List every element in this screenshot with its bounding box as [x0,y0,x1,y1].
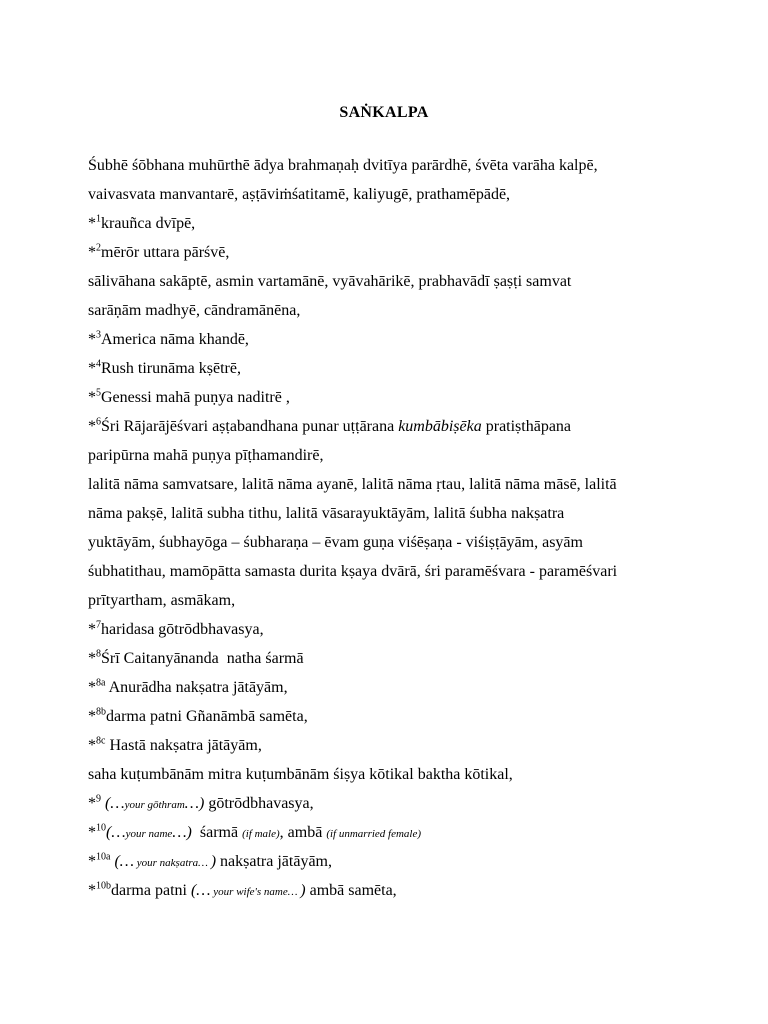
footnote-marker: 10b [96,880,111,892]
line-text: * [88,853,96,870]
line-text: pratiṣthāpana [481,418,572,435]
line-text: krauñca dvīpē, [101,215,196,232]
line-text: paripūrna mahā puṇya pīṭhamandirē, [88,447,324,464]
line-text: * [88,824,96,841]
line-text: nakṣatra jātāyām, [216,853,332,870]
line-text: gōtrōdbhavasya, [204,795,314,812]
line-text: Śri Rājarājēśvari aṣṭabandhana punar uṭṭārana [101,418,399,435]
page-title: SAṄKALPA [339,104,429,121]
text-line [88,412,728,441]
emphasis-text: (… [190,882,211,899]
line-text: yuktāyām, śubhayōga – śubharaṇa – ēvam guṇa viśēṣaṇa - viśiṣṭāyām, asyām [88,534,583,551]
document-body [88,151,728,905]
line-text: ambā samēta, [305,882,397,899]
placeholder-hint: your wife's name… [210,886,301,898]
text-line [88,818,728,847]
text-line [88,238,728,267]
emphasis-text: ) [300,882,306,899]
emphasis-text: …) [184,795,205,812]
placeholder-hint: your nakṣatra… [134,857,211,869]
line-text: * [88,331,96,348]
line-text: * [88,650,96,667]
footnote-marker: 8c [96,735,106,747]
text-line [88,847,728,876]
emphasis-text: …) [172,824,192,841]
line-text: śubhatithau, mamōpātta samasta durita kṣaya dvārā, śri paramēśvara - paramēśvari [88,563,618,580]
line-text: Anurādha nakṣatra jātāyām, [105,679,288,696]
footnote-marker: 9 [96,793,101,805]
text-line [88,470,728,499]
text-line [88,383,728,412]
line-text: * [88,389,96,406]
placeholder-hint: (if unmarried female) [326,828,422,840]
line-text: darma patni Gñanāmbā samēta, [106,708,308,725]
line-text: Rush tirunāma kṣētrē, [101,360,241,377]
line-text: , ambā [279,824,327,841]
text-line [88,151,728,180]
emphasis-text: (… [101,795,125,812]
text-line [88,499,728,528]
text-line [88,702,728,731]
line-text: Hastā nakṣatra jātāyām, [105,737,262,754]
line-text: nāma pakṣē, lalitā subha tithu, lalitā vāsarayuktāyām, lalitā śubha nakṣatra [88,505,565,522]
line-text: mērōr uttara pārśvē, [101,244,230,261]
text-line [88,267,728,296]
footnote-marker: 3 [96,329,101,341]
line-text: sālivāhana sakāptē, asmin vartamānē, vyāvahārikē, prabhavādī ṣaṣṭi samvat [88,273,572,290]
emphasis-text: ) [210,853,217,870]
footnote-marker: 8b [96,706,106,718]
footnote-marker: 1 [96,213,101,225]
line-text: vaivasvata manvantarē, aṣṭāviṁśatitamē, kaliyugē, prathamēpādē, [88,186,511,203]
text-line [88,296,728,325]
placeholder-hint: (if male) [242,828,280,840]
footnote-marker: 10a [96,851,111,863]
footnote-marker: 7 [96,619,101,631]
line-text: * [88,215,96,232]
placeholder-hint: your gōthram [124,799,185,811]
line-text: prītyartham, asmākam, [88,592,236,609]
text-line [88,325,728,354]
placeholder-hint: your name [125,828,173,840]
emphasis-text: (… [110,853,135,870]
line-text: * [88,244,96,261]
line-text: * [88,708,96,725]
text-line [88,644,728,673]
line-text: * [88,360,96,377]
line-text: darma patni [111,882,191,899]
text-line [88,586,728,615]
text-line [88,528,728,557]
line-text: * [88,795,96,812]
footnote-marker: 4 [96,358,101,370]
line-text: Śubhē śōbhana muhūrthē ādya brahmaṇaḥ dvitīya parārdhē, śvēta varāha kalpē, [88,157,598,174]
line-text: sarāṇām madhyē, cāndramānēna, [88,302,301,319]
line-text: * [88,882,96,899]
text-line [88,441,728,470]
emphasis-text: (… [106,824,126,841]
text-line [88,354,728,383]
line-text: * [88,679,96,696]
footnote-marker: 6 [96,416,101,428]
line-text: * [88,621,96,638]
line-text: Genessi mahā puṇya naditrē , [101,389,290,406]
line-text: śarmā [191,824,243,841]
footnote-marker: 2 [96,242,101,254]
text-line [88,876,728,905]
text-line [88,789,728,818]
line-text: * [88,418,96,435]
text-line [88,557,728,586]
text-line [88,731,728,760]
line-text: saha kuṭumbānām mitra kuṭumbānām śiṣya kōtikal baktha kōtikal, [88,766,513,783]
text-line [88,209,728,238]
text-line [88,180,728,209]
text-line [88,760,728,789]
line-text: Śrī Caitanyānanda natha śarmā [101,650,304,667]
line-text: * [88,737,96,754]
text-line [88,673,728,702]
footnote-marker: 8a [96,677,106,689]
footnote-marker: 8 [96,648,101,660]
text-line [88,615,728,644]
line-text: lalitā nāma samvatsare, lalitā nāma ayanē, lalitā nāma ṛtau, lalitā nāma māsē, lalitā [88,476,617,493]
footnote-marker: 5 [96,387,101,399]
footnote-marker: 10 [96,822,106,834]
line-text: haridasa gōtrōdbhavasya, [101,621,264,638]
emphasis-text: kumbābiṣēka [398,418,482,435]
line-text: America nāma khandē, [101,331,249,348]
